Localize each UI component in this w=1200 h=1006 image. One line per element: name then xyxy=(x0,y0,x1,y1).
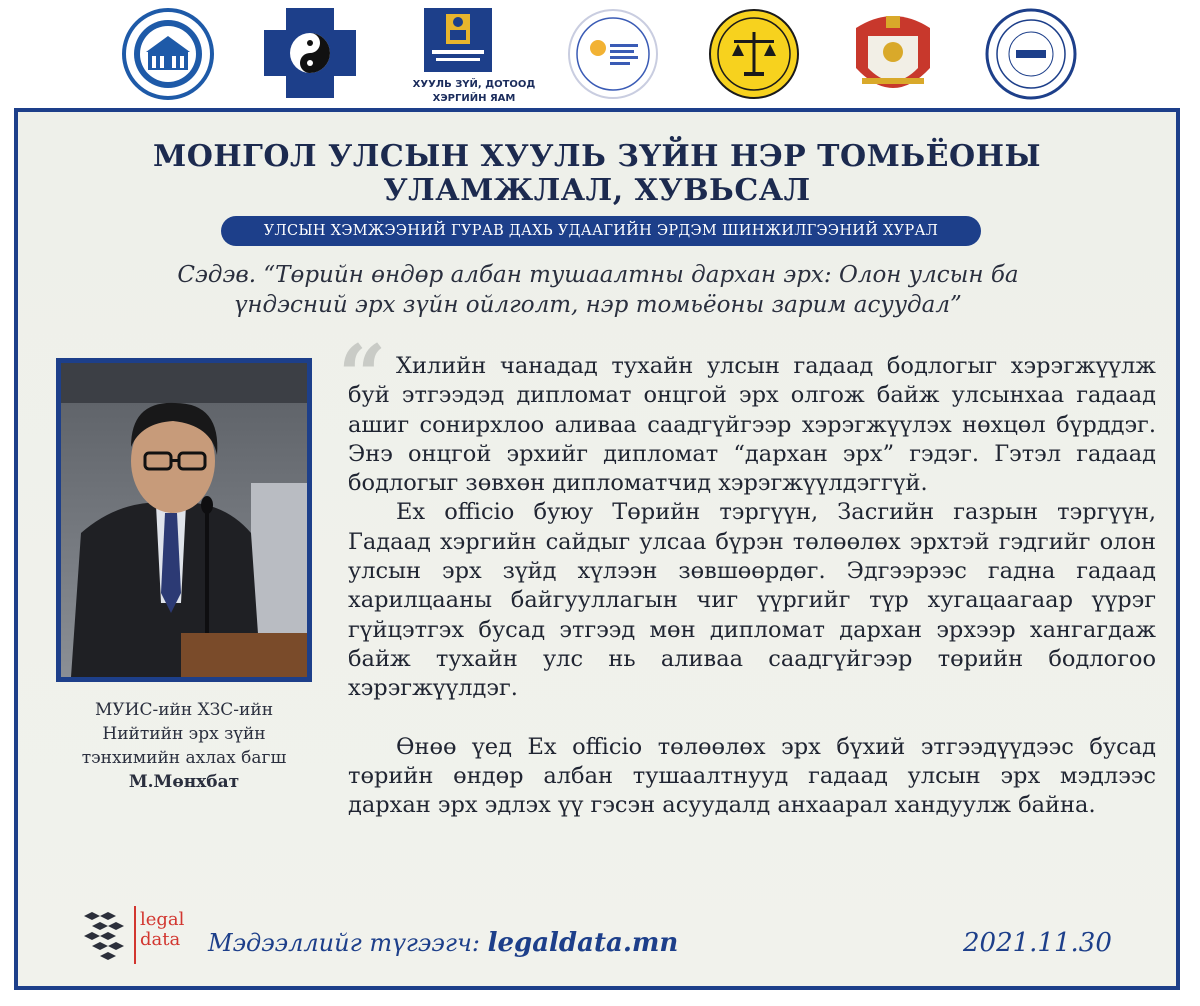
poster-frame xyxy=(14,108,1180,990)
legaldata-word-legal: legal xyxy=(140,909,185,930)
publisher-site-link[interactable]: legaldata.mn xyxy=(487,928,679,958)
title-line2: УЛАМЖЛАЛ, ХУВЬСАЛ xyxy=(383,173,811,208)
author-affiliation-line3: тэнхимийн ахлах багш xyxy=(81,748,287,768)
author-name: М.Мөнхбат xyxy=(128,772,240,792)
publisher-label: Мэдээллийг түгээгч: xyxy=(208,929,480,957)
body-paragraph: Ex officio буюу Төрийн тэргүүн, Засгийн газрын тэргүүн, Гадаад хэргийн сайдыг улсаа бүрэн төлөөлөх эрхтэй гэдгийг олон улсын эрх зүйд хүлээн зөвшөөрдөг. Эдгээрээс гадна гадаад харилцааны байгууллагын чиг үүргийг түр хугацаагаар үүрэг гүйцэтгэх бусад этгээд мөн дипломат дархан эрхээр хангагдаж байж тухайн улс нь аливаа саадгүйгээр төрийн бодлогоо хэрэгжүүлдэг. xyxy=(348,499,1156,702)
article-body xyxy=(348,352,1156,820)
publication-date: 2021.11.30 xyxy=(963,928,1112,958)
page-title xyxy=(18,140,1176,208)
body-paragraph: Хилийн чанадад тухайн улсын гадаад бодлогыг хэрэгжүүлж буй этгээдэд дипломат онцгой эрх олгож байж улсынхаа гадаад ашиг сонирхлоо аливаа саадгүйгээр хэрэгжүүлэх нөхцөл бүрддэг. Энэ онцгой эрхийг дипломат “дархан эрх” гэдэг. Гэтэл гадаад бодлогыг зөвхөн дипломатчид хэрэгжүүлдэггүй. xyxy=(348,353,1156,497)
author-affiliation-line2: Нийтийн эрх зүйн xyxy=(102,724,266,744)
footer-logo-divider xyxy=(134,906,136,964)
ministry-of-justice-emblem-icon xyxy=(412,8,536,104)
publisher-line xyxy=(208,928,678,958)
title-line1: МОНГОЛ УЛСЫН ХУУЛЬ ЗҮЙН НЭР ТОМЬЁОНЫ xyxy=(153,139,1041,174)
partner-logos-row xyxy=(0,0,1200,110)
scales-of-justice-seal-icon xyxy=(708,8,800,100)
state-parliament-seal-icon xyxy=(120,8,216,100)
topic-heading xyxy=(58,260,1138,320)
legaldata-wordmark xyxy=(140,910,184,950)
conference-badge: УЛСЫН ХЭМЖЭЭНИЙ ГУРАВ ДАХЬ УДААГИЙН ЭРДЭМ ШИНЖИЛГЭЭНИЙ ХУРАЛ xyxy=(221,216,981,246)
ministry-label-line1: ХУУЛЬ ЗҮЙ, ДОТООД xyxy=(412,79,536,90)
quote-mark-icon: “ xyxy=(338,326,387,425)
topic-line1: Сэдэв. “Төрийн өндөр албан тушаалтны дархан эрх: Олон улсын ба xyxy=(177,262,1019,288)
author-affiliation-line1: МУИС-ийн ХЗС-ийн xyxy=(94,700,274,720)
topic-line2: үндэсний эрх зүйн ойлголт, нэр томьёоны зарим асуудал” xyxy=(234,292,962,318)
academy-round-seal-icon xyxy=(984,8,1078,100)
legaldata-word-data: data xyxy=(140,929,181,950)
parliament-research-seal-icon xyxy=(566,8,660,100)
body-paragraph: Өнөө үед Ex officio төлөөлөх эрх бүхий этгээдүүдээс бусад төрийн өндөр албан тушаалтнууд гадаад улсын эрх мэдлээс дархан эрх эдлэх үү гэсэн асуудалд анхаарал хандуулж байна. xyxy=(348,733,1156,819)
coat-of-arms-emblem-icon xyxy=(846,8,940,104)
yin-yang-emblem-icon xyxy=(264,8,356,98)
speaker-photo xyxy=(56,358,312,682)
speaker-caption xyxy=(38,698,330,794)
ministry-label-line2: ХЭРГИЙН ЯАМ xyxy=(432,93,516,104)
